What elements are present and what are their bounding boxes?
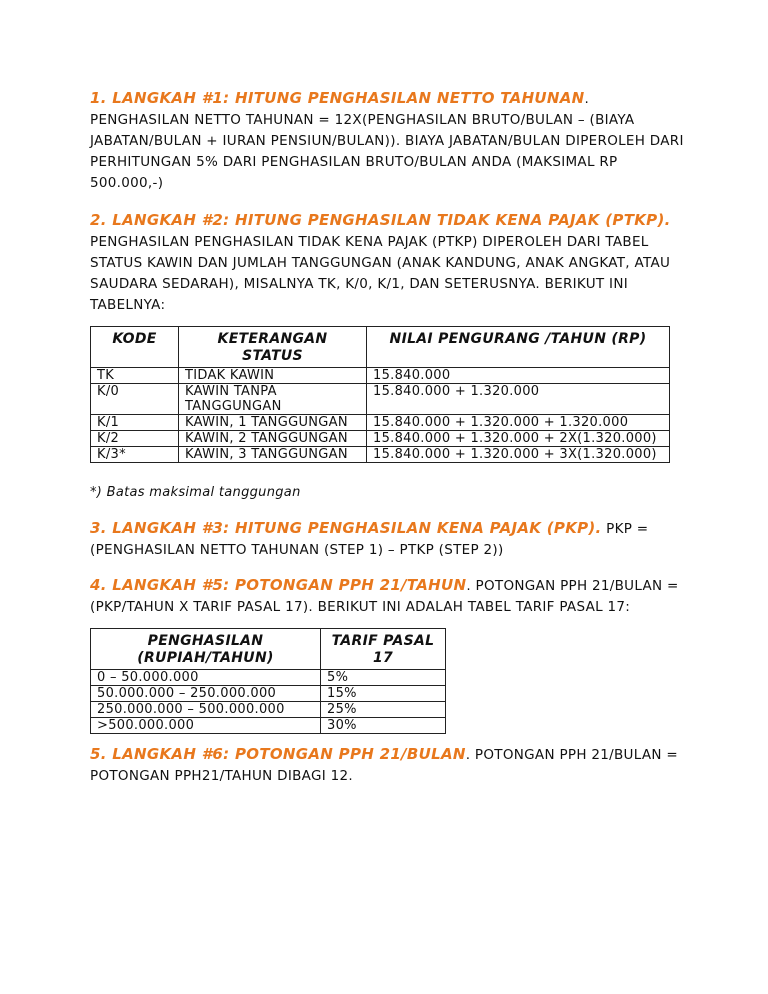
step1-paragraph <box>90 88 690 194</box>
ptkp-cell-status: TIDAK KAWIN <box>179 368 367 384</box>
step2-heading: 2. LANGKAH #2: HITUNG PENGHASILAN TIDAK KENA PAJAK (PTKP). <box>90 211 671 229</box>
ptkp-header-nilai: NILAI PENGURANG /TAHUN (RP) <box>367 327 670 368</box>
step5-paragraph <box>90 744 690 787</box>
ptkp-cell-kode: K/3* <box>91 447 179 463</box>
ptkp-cell-kode: TK <box>91 368 179 384</box>
step3-paragraph <box>90 518 690 561</box>
tarif-cell-tarif: 5% <box>321 670 446 686</box>
footnote: *) Batas maksimal tanggungan <box>90 485 301 500</box>
ptkp-header-status: KETERANGAN STATUS <box>179 327 367 368</box>
table-row <box>91 718 446 734</box>
step3-heading: 3. LANGKAH #3: HITUNG PENGHASILAN KENA PAJAK (PKP). <box>90 519 602 537</box>
table-row <box>91 368 670 384</box>
ptkp-cell-kode: K/0 <box>91 384 179 415</box>
ptkp-cell-kode: K/2 <box>91 431 179 447</box>
step4-paragraph <box>90 575 690 618</box>
ptkp-cell-status: KAWIN, 3 TANGGUNGAN <box>179 447 367 463</box>
step1-heading: 1. LANGKAH #1: HITUNG PENGHASILAN NETTO TAHUNAN <box>90 89 585 107</box>
table-row <box>91 447 670 463</box>
ptkp-cell-nilai: 15.840.000 + 1.320.000 + 2X(1.320.000) <box>367 431 670 447</box>
tarif-header-tarif: TARIF PASAL 17 <box>321 629 446 670</box>
step4-text: . POTONGAN PPH 21/BULAN = (PKP/TAHUN X TARIF PASAL 17). BERIKUT INI ADALAH TABEL TARIF PASAL 17: <box>90 578 679 615</box>
step2-paragraph <box>90 210 690 316</box>
ptkp-cell-kode: K/1 <box>91 415 179 431</box>
step4-heading: 4. LANGKAH #5: POTONGAN PPH 21/TAHUN <box>90 576 467 594</box>
tarif-cell-tarif: 25% <box>321 702 446 718</box>
ptkp-cell-nilai: 15.840.000 + 1.320.000 + 3X(1.320.000) <box>367 447 670 463</box>
document-page <box>90 88 690 797</box>
table-row <box>91 415 670 431</box>
ptkp-cell-status: KAWIN TANPA TANGGUNGAN <box>179 384 367 415</box>
ptkp-table <box>90 326 670 463</box>
step5-text: . POTONGAN PPH 21/BULAN = POTONGAN PPH21/TAHUN DIBAGI 12. <box>90 747 679 784</box>
tarif-cell-penghasilan: >500.000.000 <box>91 718 321 734</box>
table-row <box>91 431 670 447</box>
tarif-cell-tarif: 15% <box>321 686 446 702</box>
ptkp-header-kode: KODE <box>91 327 179 368</box>
table-row <box>91 686 446 702</box>
step2-text: PENGHASILAN PENGHASILAN TIDAK KENA PAJAK (PTKP) DIPEROLEH DARI TABEL STATUS KAWIN DAN JUMLAH TANGGUNGAN (ANAK KANDUNG, ANAK ANGKAT, ATAU SAUDARA SEDARAH), MISALNYA TK, K/0, K/1, DAN SETERUSNYA. BERIKUT INI TABELNYA: <box>90 234 671 313</box>
ptkp-cell-nilai: 15.840.000 <box>367 368 670 384</box>
ptkp-cell-status: KAWIN, 1 TANGGUNGAN <box>179 415 367 431</box>
ptkp-cell-status: KAWIN, 2 TANGGUNGAN <box>179 431 367 447</box>
tarif-cell-penghasilan: 0 – 50.000.000 <box>91 670 321 686</box>
table-row <box>91 702 446 718</box>
table-row <box>91 384 670 415</box>
ptkp-cell-nilai: 15.840.000 + 1.320.000 + 1.320.000 <box>367 415 670 431</box>
tarif-cell-tarif: 30% <box>321 718 446 734</box>
tarif-cell-penghasilan: 50.000.000 – 250.000.000 <box>91 686 321 702</box>
tarif-header-penghasilan: PENGHASILAN (RUPIAH/TAHUN) <box>91 629 321 670</box>
ptkp-cell-nilai: 15.840.000 + 1.320.000 <box>367 384 670 415</box>
tarif-table <box>90 628 446 734</box>
step3-text: PKP = (PENGHASILAN NETTO TAHUNAN (STEP 1) – PTKP (STEP 2)) <box>90 521 649 558</box>
table-row <box>91 670 446 686</box>
tarif-cell-penghasilan: 250.000.000 – 500.000.000 <box>91 702 321 718</box>
step5-heading: 5. LANGKAH #6: POTONGAN PPH 21/BULAN <box>90 745 466 763</box>
step1-text: . PENGHASILAN NETTO TAHUNAN = 12X(PENGHASILAN BRUTO/BULAN – (BIAYA JABATAN/BULAN + IURAN PENSIUN/BULAN)). BIAYA JABATAN/BULAN DIPEROLEH DARI PERHITUNGAN 5% DARI PENGHASILAN BRUTO/BULAN ANDA (MAKSIMAL RP 500.000,-) <box>90 91 684 191</box>
